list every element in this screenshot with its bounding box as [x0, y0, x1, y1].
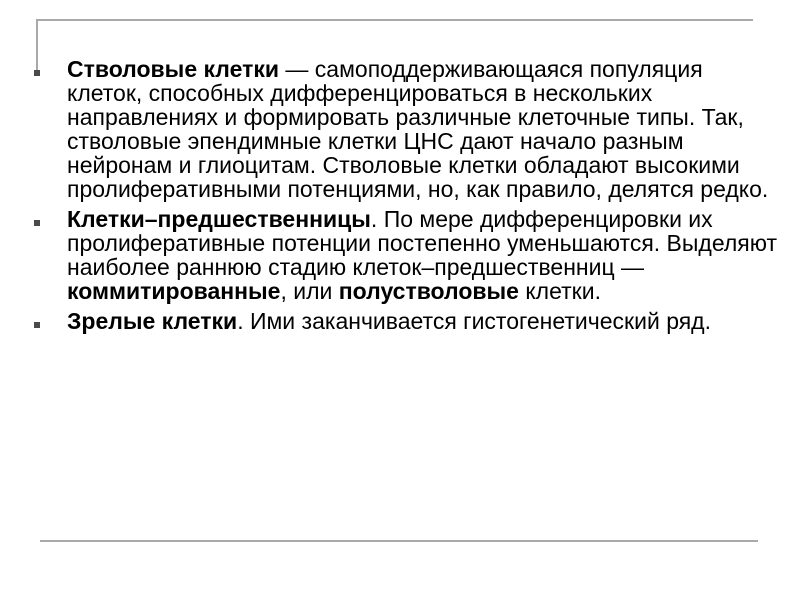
definition-stem-cells: — самоподдерживающаяся популяция клеток, способных дифференцироваться в нескольких направлениях и формировать различные клеточные типы. Так, стволовые эпендимные клетки ЦНС дают начало разным нейронам и глиоцитам. Стволовые клетки обладают высокими пролиферативными потенциями, но, как правило, делятся редко. [67, 56, 769, 202]
square-bullet-icon [34, 322, 40, 328]
bullet-item-stem-cells [24, 57, 784, 201]
term-semi-stem: полустволовые [338, 278, 519, 304]
definition-progenitor-cells: . По мере дифференцировки их пролиферативные потенции постепенно уменьшаются. Выделяют наиболее раннюю стадию клеток–предшественниц — [67, 206, 778, 280]
term-committed: коммитированные [67, 278, 281, 304]
square-bullet-icon [34, 220, 40, 226]
text-connector: , или [280, 278, 339, 304]
term-progenitor-cells: Клетки–предшественницы [67, 206, 371, 232]
term-stem-cells: Стволовые клетки [67, 56, 280, 82]
bullet-list [24, 57, 784, 339]
text-ending: клетки. [518, 278, 601, 304]
frame-top-line [36, 19, 753, 21]
definition-mature-cells: . Ими заканчивается гистогенетический ряд. [237, 308, 711, 334]
term-mature-cells: Зрелые клетки [67, 308, 238, 334]
square-bullet-icon [34, 70, 40, 76]
bullet-item-progenitor-cells [24, 207, 784, 303]
frame-bottom-line [40, 540, 758, 542]
bullet-item-mature-cells [24, 309, 784, 333]
